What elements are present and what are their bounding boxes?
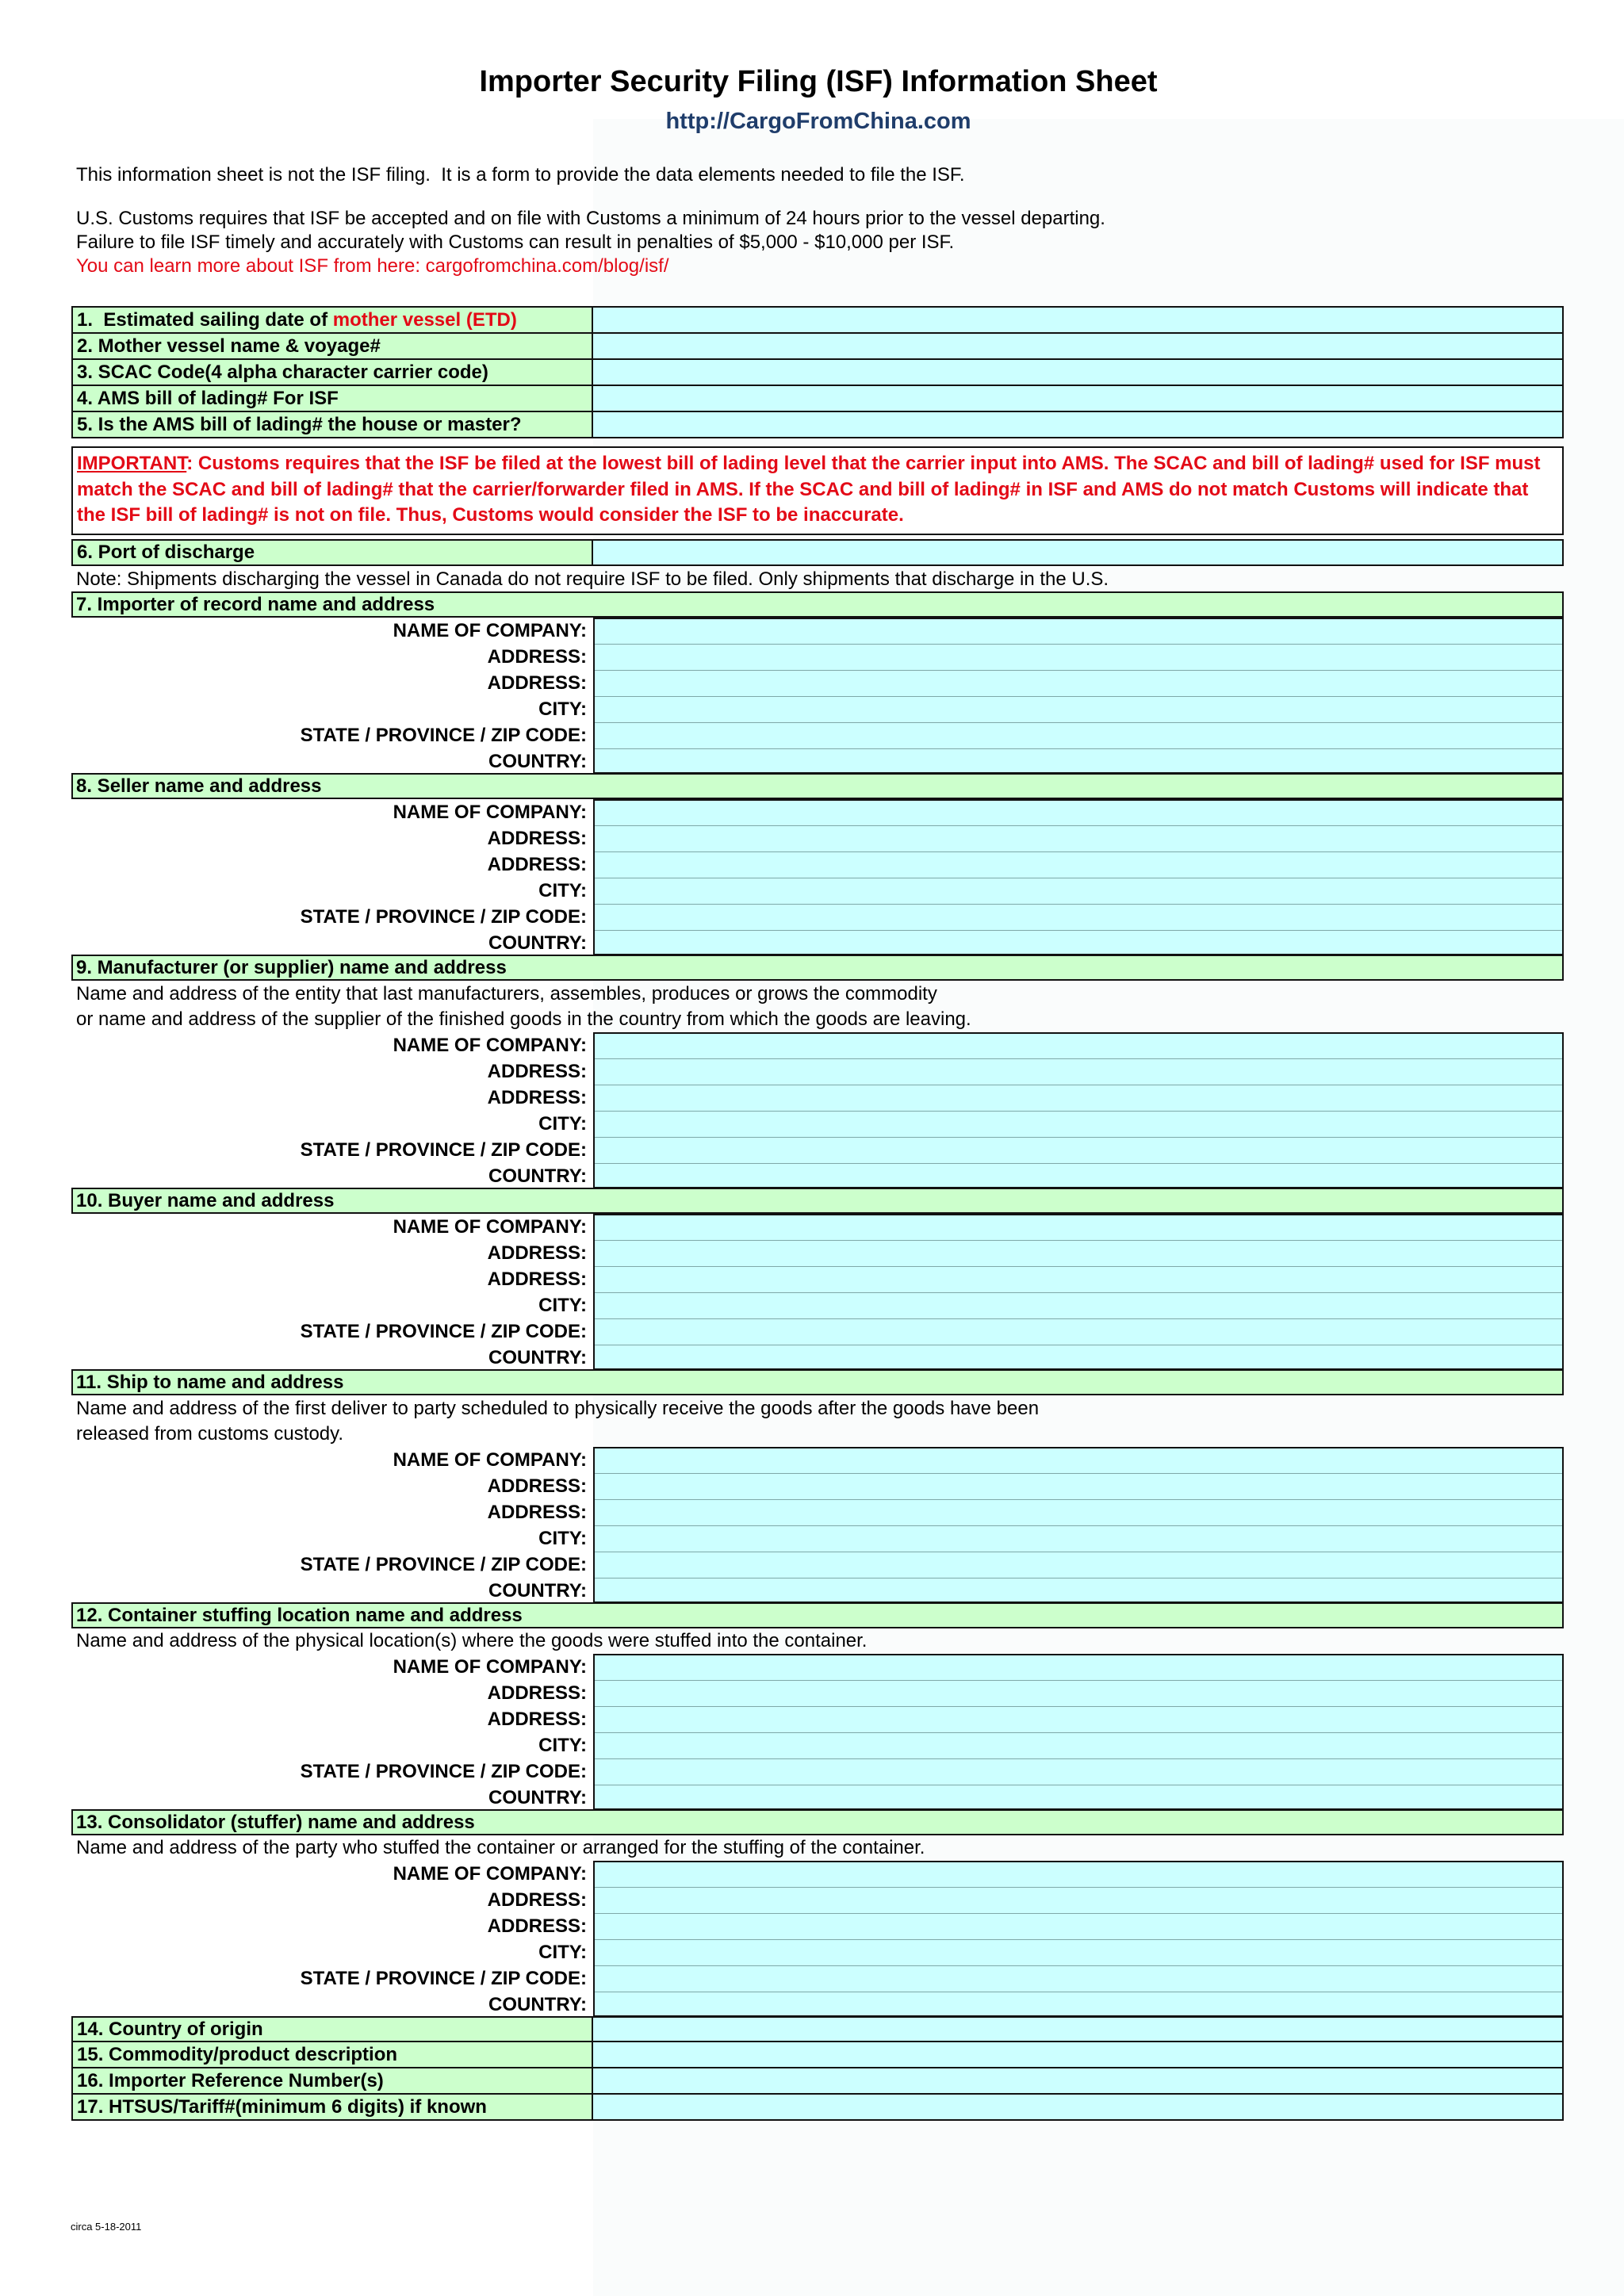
section-11-description-1: Name and address of the first deliver to party scheduled to physically receive the goods after the goods have been (76, 1398, 1040, 1419)
section-13-header: 13. Consolidator (stuffer) name and address (71, 1809, 1564, 1835)
field-divider (595, 1318, 1562, 1319)
s10-city-label: CITY: (538, 1295, 587, 1316)
field-16-row (71, 2068, 1564, 2095)
s8-city-label: CITY: (538, 880, 587, 901)
s13-country-label: COUNTRY: (488, 1994, 587, 2015)
field-divider (595, 1163, 1562, 1164)
field-4-row (71, 386, 1564, 412)
s8-address-label: ADDRESS: (487, 854, 587, 875)
s10-state-label: STATE / PROVINCE / ZIP CODE: (300, 1321, 587, 1342)
field-15-input[interactable] (593, 2042, 1564, 2068)
port-note: Note: Shipments discharging the vessel in Canada do not require ISF to be filed. Only shipments that discharge in the U.S. (76, 568, 1109, 590)
field-5-input[interactable] (593, 412, 1564, 438)
s7-address-label: ADDRESS: (487, 646, 587, 668)
field-3-input[interactable] (593, 360, 1564, 386)
s7-name-label: NAME OF COMPANY: (393, 620, 587, 641)
field-divider (595, 1525, 1562, 1526)
s13-name-label: NAME OF COMPANY: (393, 1863, 587, 1885)
field-divider (595, 1758, 1562, 1759)
s10-address-label: ADDRESS: (487, 1242, 587, 1264)
intro-learn-more-link[interactable]: You can learn more about ISF from here: cargofromchina.com/blog/isf/ (76, 255, 669, 277)
s8-country-label: COUNTRY: (488, 932, 587, 954)
field-1-input[interactable] (593, 306, 1564, 334)
s12-country-label: COUNTRY: (488, 1787, 587, 1808)
s12-city-label: CITY: (538, 1735, 587, 1756)
field-14-row (71, 2016, 1564, 2042)
field-17-label: 17. HTSUS/Tariff#(minimum 6 digits) if known (71, 2095, 593, 2121)
section-10-header: 10. Buyer name and address (71, 1188, 1564, 1214)
section-7-header: 7. Importer of record name and address (71, 591, 1564, 618)
s11-address-label: ADDRESS: (487, 1475, 587, 1497)
intro-line-3: Failure to file ISF timely and accurately with Customs can result in penalties of $5,000 - $10,000 per ISF. (76, 232, 955, 253)
s12-address-label: ADDRESS: (487, 1709, 587, 1730)
section-9-description-1: Name and address of the entity that last manufacturers, assembles, produces or grows the commodity (76, 983, 937, 1004)
field-divider (595, 1240, 1562, 1241)
field-3-label: 3. SCAC Code(4 alpha character carrier code) (71, 360, 593, 386)
s7-country-label: COUNTRY: (488, 751, 587, 772)
section-9-header: 9. Manufacturer (or supplier) name and address (71, 955, 1564, 981)
s8-name-label: NAME OF COMPANY: (393, 802, 587, 823)
field-2-label: 2. Mother vessel name & voyage# (71, 334, 593, 360)
s12-address-label: ADDRESS: (487, 1682, 587, 1704)
field-divider (595, 1499, 1562, 1500)
field-divider (595, 851, 1562, 852)
field-divider (595, 748, 1562, 749)
s9-city-label: CITY: (538, 1113, 587, 1135)
s7-state-label: STATE / PROVINCE / ZIP CODE: (300, 725, 587, 746)
field-4-input[interactable] (593, 386, 1564, 412)
field-divider (595, 904, 1562, 905)
field-divider (595, 1137, 1562, 1138)
s12-state-label: STATE / PROVINCE / ZIP CODE: (300, 1761, 587, 1782)
s11-name-label: NAME OF COMPANY: (393, 1449, 587, 1471)
s11-address-label: ADDRESS: (487, 1502, 587, 1523)
field-2-row (71, 334, 1564, 360)
section-12-description: Name and address of the physical location(s) where the goods were stuffed into the container. (76, 1630, 868, 1651)
s7-city-label: CITY: (538, 698, 587, 720)
field-14-label: 14. Country of origin (71, 2016, 593, 2042)
intro-line-2: U.S. Customs requires that ISF be accepted and on file with Customs a minimum of 24 hours prior to the vessel departing. (76, 208, 1105, 229)
s9-address-label: ADDRESS: (487, 1087, 587, 1108)
section-11-header: 11. Ship to name and address (71, 1369, 1564, 1395)
field-5-label: 5. Is the AMS bill of lading# the house or master? (71, 412, 593, 438)
site-url[interactable]: http://CargoFromChina.com (665, 109, 971, 134)
field-16-input[interactable] (593, 2068, 1564, 2095)
s9-address-label: ADDRESS: (487, 1061, 587, 1082)
s9-name-label: NAME OF COMPANY: (393, 1035, 587, 1056)
field-divider (595, 1292, 1562, 1293)
s11-state-label: STATE / PROVINCE / ZIP CODE: (300, 1554, 587, 1575)
field-5-row (71, 412, 1564, 438)
field-divider (595, 1887, 1562, 1888)
field-16-label: 16. Importer Reference Number(s) (71, 2068, 593, 2095)
s8-state-label: STATE / PROVINCE / ZIP CODE: (300, 906, 587, 928)
field-divider (595, 1680, 1562, 1681)
section-11-description-2: released from customs custody. (76, 1423, 344, 1445)
field-3-row (71, 360, 1564, 386)
field-1-row (71, 306, 1564, 334)
field-divider (595, 670, 1562, 671)
field-1-label: 1. Estimated sailing date of mother vessel (ETD) (71, 306, 593, 334)
s10-country-label: COUNTRY: (488, 1347, 587, 1368)
field-divider (595, 1266, 1562, 1267)
field-2-input[interactable] (593, 334, 1564, 360)
field-divider (595, 644, 1562, 645)
s8-address-label: ADDRESS: (487, 828, 587, 849)
s13-city-label: CITY: (538, 1942, 587, 1963)
field-divider (595, 1965, 1562, 1966)
field-6-label: 6. Port of discharge (71, 539, 593, 566)
field-divider (595, 722, 1562, 723)
s9-state-label: STATE / PROVINCE / ZIP CODE: (300, 1139, 587, 1161)
page-title: Importer Security Filing (ISF) Information Sheet (479, 65, 1158, 98)
s10-name-label: NAME OF COMPANY: (393, 1216, 587, 1238)
s12-name-label: NAME OF COMPANY: (393, 1656, 587, 1678)
field-divider (595, 696, 1562, 697)
s13-address-label: ADDRESS: (487, 1915, 587, 1937)
field-17-row (71, 2095, 1564, 2121)
s9-country-label: COUNTRY: (488, 1165, 587, 1187)
field-14-input[interactable] (593, 2016, 1564, 2042)
field-17-input[interactable] (593, 2095, 1564, 2121)
field-divider (595, 1913, 1562, 1914)
field-4-label: 4. AMS bill of lading# For ISF (71, 386, 593, 412)
s13-state-label: STATE / PROVINCE / ZIP CODE: (300, 1968, 587, 1989)
s11-country-label: COUNTRY: (488, 1580, 587, 1601)
section-8-header: 8. Seller name and address (71, 773, 1564, 799)
field-15-row (71, 2042, 1564, 2068)
field-6-row (71, 539, 1564, 566)
section-9-description-2: or name and address of the supplier of the finished goods in the country from which the goods are leaving. (76, 1008, 971, 1030)
field-divider (595, 1939, 1562, 1940)
field-divider (595, 1706, 1562, 1707)
field-divider (595, 825, 1562, 826)
intro-line-1: This information sheet is not the ISF filing. It is a form to provide the data elements needed to file the ISF. (76, 164, 965, 186)
field-divider (595, 930, 1562, 931)
important-notice: IMPORTANT: Customs requires that the ISF be filed at the lowest bill of lading level that the carrier input into AMS. The SCAC and bill of lading# used for ISF must match the SCAC and bill of lading# that the carrier/forwarder filed in AMS. If the SCAC and bill of lading# in ISF and AMS do not match Customs will indicate that the ISF bill of lading# is not on file. Thus, Customs would consider the ISF to be inaccurate. (71, 446, 1564, 535)
section-12-header: 12. Container stuffing location name and address (71, 1602, 1564, 1628)
s13-address-label: ADDRESS: (487, 1889, 587, 1911)
field-6-input[interactable] (593, 539, 1564, 566)
field-divider (595, 1732, 1562, 1733)
section-13-description: Name and address of the party who stuffed the container or arranged for the stuffing of the container. (76, 1837, 925, 1858)
s10-address-label: ADDRESS: (487, 1269, 587, 1290)
field-divider (595, 1111, 1562, 1112)
version-date: circa 5-18-2011 (71, 2221, 142, 2233)
field-divider (595, 1058, 1562, 1059)
field-divider (595, 1473, 1562, 1474)
field-15-label: 15. Commodity/product description (71, 2042, 593, 2068)
s7-address-label: ADDRESS: (487, 672, 587, 694)
s11-city-label: CITY: (538, 1528, 587, 1549)
